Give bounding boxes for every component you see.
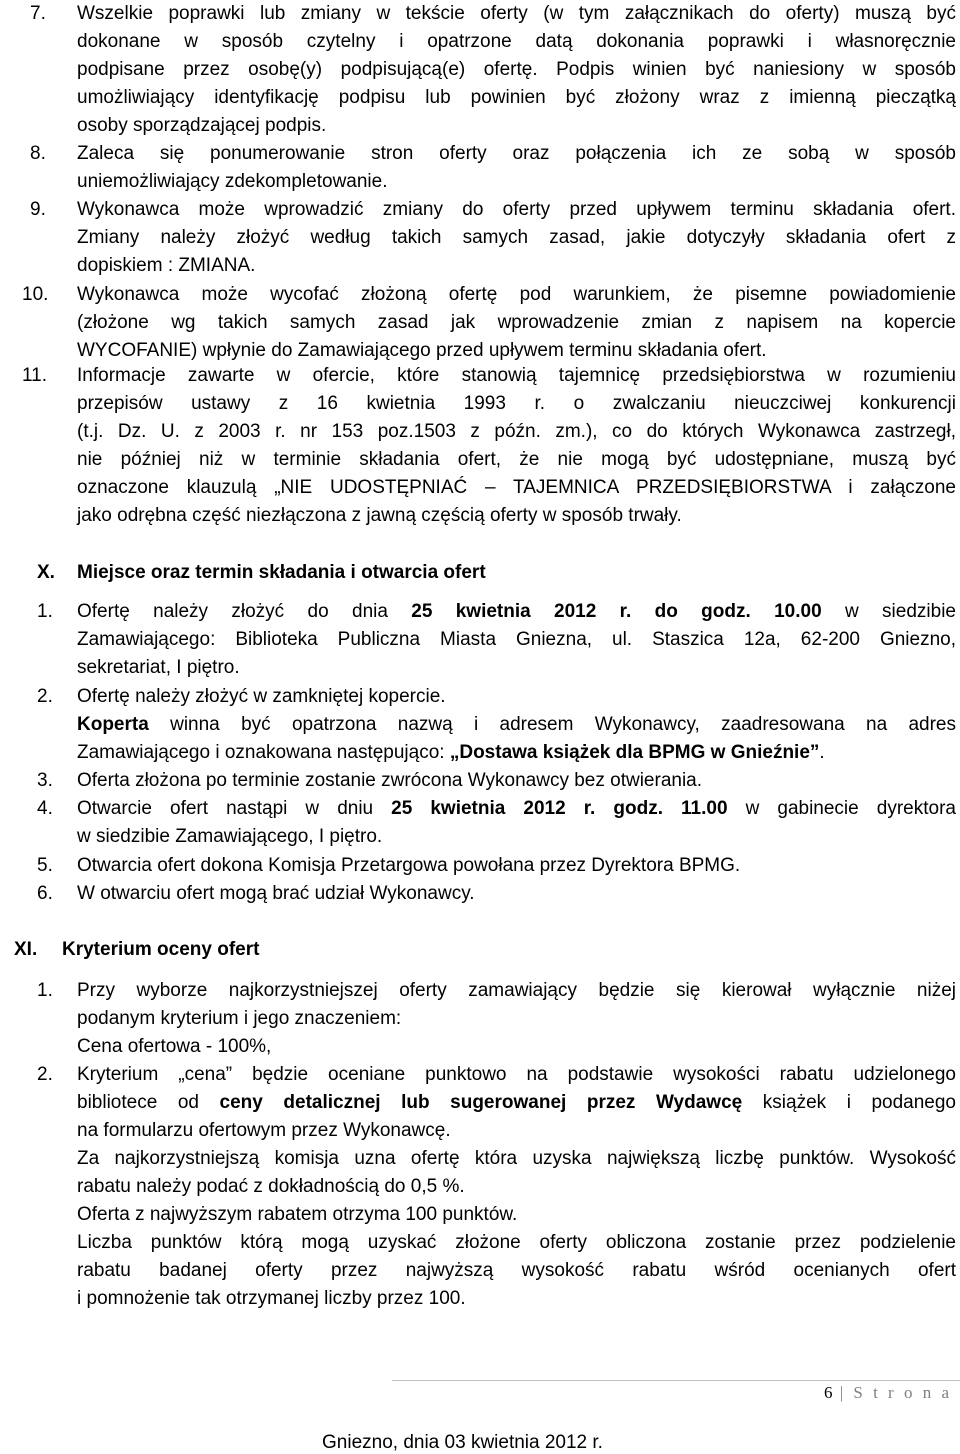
text-line: rabatu badanej oferty przez najwyższą wysokość rabatu wśród ocenianych ofert [77,1260,956,1281]
list-item [0,362,956,530]
footer-place-date: Gniezno, dnia 03 kwietnia 2012 r. [322,1432,603,1453]
item-number: 10. [22,284,49,305]
text-line: podpisane przez osobę(y) podpisującą(e) ofertę. Podpis winien być naniesiony w sposób [77,59,956,80]
item-number: 1. [37,980,53,1001]
section-xi-number: XI. [14,939,38,960]
text-line: dopiskiem : ZMIANA. [77,255,256,276]
text-line: osoby sporządzającej podpis. [77,115,327,136]
item-number: 4. [37,798,53,819]
text-line: WYCOFANIE) wpłynie do Zamawiającego przed upływem terminu składania ofert. [77,340,767,361]
list-item [0,196,956,280]
text-line: umożliwiający identyfikację podpisu lub powinien być złożony wraz z imienną pieczątką [77,87,956,108]
section-x-number: X. [37,562,55,583]
list-item [0,598,956,682]
text-line: Koperta winna być opatrzona nazwą i adresem Wykonawcy, zaadresowana na adres [77,714,956,735]
text-line: Wykonawca może wycofać złożoną ofertę pod warunkiem, że pisemne powiadomienie [77,284,956,305]
item-number: 7. [30,3,46,24]
text-line: Zamawiającego i oznakowana następująco: „Dostawa książek dla BPMG w Gnieźnie”. [77,742,825,763]
text-line: Zaleca się ponumerowanie stron oferty oraz połączenia ich ze sobą w sposób [77,143,956,164]
text-line: Otwarcia ofert dokona Komisja Przetargowa powołana przez Dyrektora BPMG. [77,855,741,876]
text-line: na formularzu ofertowym przez Wykonawcę. [77,1120,451,1141]
list-item [0,281,956,365]
item-number: 1. [37,601,53,622]
list-item [0,880,956,908]
item-number: 2. [37,686,53,707]
text-line: Ofertę należy złożyć w zamkniętej kopercie. [77,686,446,707]
section-xi-heading [14,936,260,964]
text-line: i pomnożenie tak otrzymanej liczby przez 100. [77,1288,466,1309]
text-line: w siedzibie Zamawiającego, I piętro. [77,826,383,847]
text-line: oznaczone klauzulą „NIE UDOSTĘPNIAĆ – TAJEMNICA PRZEDSIĘBIORSTWA i załączone [77,477,956,498]
text-line: Kryterium „cena” będzie oceniane punktowo na podstawie wysokości rabatu udzielonego [77,1064,956,1085]
list-item [0,683,956,767]
text-line: nie później niż w terminie składania ofert, że nie mogą być udostępniane, muszą być [77,449,956,470]
text-line: Liczba punktów którą mogą uzyskać złożone oferty obliczona zostanie przez podzielenie [77,1232,956,1253]
text-line: Przy wyborze najkorzystniejszej oferty zamawiający będzie się kierował wyłącznie niżej [77,980,956,1001]
list-item [0,977,956,1061]
text-line: Informacje zawarte w ofercie, które stanowią tajemnicę przedsiębiorstwa w rozumieniu [77,365,956,386]
text-line: (t.j. Dz. U. z 2003 r. nr 153 poz.1503 z późn. zm.), co do których Wykonawca zastrzegł, [77,421,956,442]
list-item [0,140,956,196]
text-line: Oferta z najwyższym rabatem otrzyma 100 punktów. [77,1204,518,1225]
text-line: Zamawiającego: Biblioteka Publiczna Miasta Gniezna, ul. Staszica 12a, 62-200 Gniezno, [77,629,956,650]
text-line: Zmiany należy złożyć według takich samych zasad, jakie dotyczyły składania ofert z [77,227,956,248]
text-line: Cena ofertowa - 100%, [77,1036,272,1057]
text-line: Ofertę należy złożyć do dnia 25 kwietnia 2012 r. do godz. 10.00 w siedzibie [77,601,956,622]
text-line: Za najkorzystniejszą komisja uzna ofertę która uzyska największą liczbę punktów. Wysokość [77,1148,956,1169]
text-line: sekretariat, I piętro. [77,657,240,678]
text-line: dokonane w sposób czytelny i opatrzone datą dokonania poprawki i własnoręcznie [77,31,956,52]
item-number: 9. [30,199,46,220]
list-item [0,852,956,880]
section-xi-title: Kryterium oceny ofert [62,939,260,960]
list-item [0,0,956,140]
item-number: 8. [30,143,46,164]
text-line: jako odrębna część niezłączona z jawną częścią oferty w sposób trwały. [77,505,682,526]
page-number: 6 | S t r o n a [823,1383,952,1402]
text-line: Otwarcie ofert nastąpi w dniu 25 kwietnia 2012 r. godz. 11.00 w gabinecie dyrektora [77,798,956,819]
item-number: 3. [37,770,53,791]
text-line: uniemożliwiający zdekompletowanie. [77,171,388,192]
text-line: (złożone wg takich samych zasad jak wprowadzenie zmian z napisem na kopercie [77,312,956,333]
list-item [0,1061,956,1313]
text-line: W otwarciu ofert mogą brać udział Wykonawcy. [77,883,475,904]
section-x-heading [37,559,486,587]
item-number: 6. [37,883,53,904]
text-line: rabatu należy podać z dokładnością do 0,5 %. [77,1176,465,1197]
item-number: 2. [37,1064,53,1085]
text-line: przepisów ustawy z 16 kwietnia 1993 r. o zwalczaniu nieuczciwej konkurencji [77,393,956,414]
item-number: 11. [22,365,48,386]
text-line: bibliotece od ceny detalicznej lub sugerowanej przez Wydawcę książek i podanego [77,1092,957,1113]
text-line: Wykonawca może wprowadzić zmiany do oferty przed upływem terminu składania ofert. [77,199,956,220]
list-item [0,767,956,795]
footer-divider [392,1380,960,1381]
text-line: podanym kryterium i jego znaczeniem: [77,1008,402,1029]
list-item [0,795,956,851]
item-number: 5. [37,855,53,876]
text-line: Wszelkie poprawki lub zmiany w tekście oferty (w tym załącznikach do oferty) muszą być [77,3,956,24]
text-line: Oferta złożona po terminie zostanie zwrócona Wykonawcy bez otwierania. [77,770,703,791]
section-x-title: Miejsce oraz termin składania i otwarcia ofert [77,562,486,583]
